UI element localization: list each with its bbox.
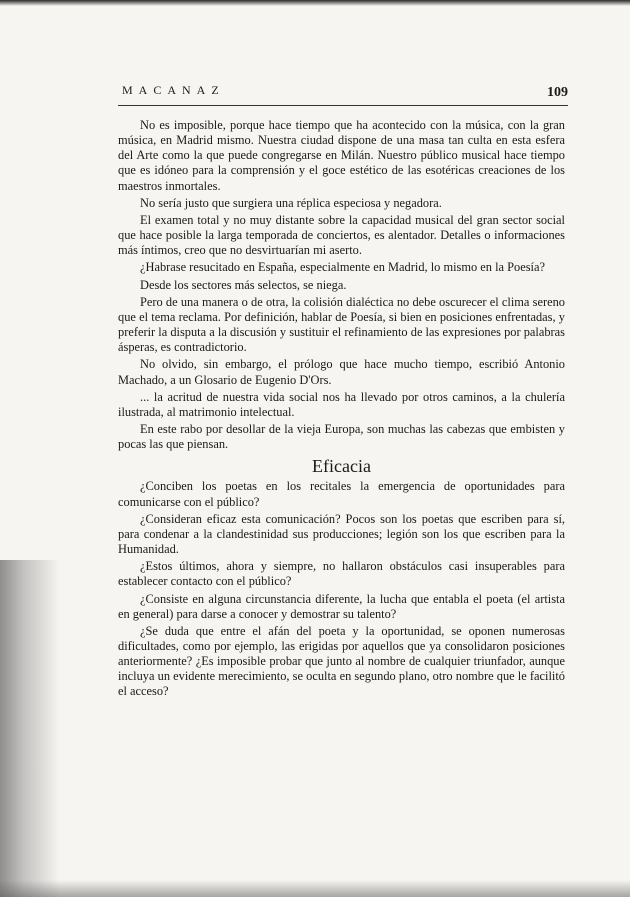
body-text	[118, 118, 565, 702]
quotation-paragraph: ... la acritud de nuestra vida social nos ha llevado por otros caminos, a la chulería ilustrada, al matrimonio intelectual.	[118, 389, 565, 419]
running-title: MACANAZ	[122, 83, 225, 97]
paragraph: No es imposible, porque hace tiempo que ha acontecido con la música, con la gran música, en Madrid mismo. Nuestra ciudad dispone de una masa tan culta en esta esfera del Arte como la que puede congregarse en Milán. Nuestro público musical hace tiempo que es idóneo para la comprensión y el goce estético de las esotéricas creaciones de los maestros inmortales.	[118, 118, 565, 193]
page-number: 109	[547, 85, 568, 100]
paragraph: Desde los sectores más selectos, se niega.	[140, 277, 347, 292]
paragraph: No olvido, sin embargo, el prólogo que hace mucho tiempo, escribió Antonio Machado, a un Glosario de Eugenio D'Ors.	[118, 357, 565, 387]
scan-left-edge-shadow	[0, 560, 60, 897]
paragraph: En este rabo por desollar de la vieja Europa, son muchas las cabezas que embisten y pocas las que piensan.	[118, 421, 565, 452]
paragraph: ¿Consideran eficaz esta comunicación? Pocos son los poetas que escriben para sí, para condenar a la clandestinidad sus producciones; legión son los que escriben para la Humanidad.	[118, 511, 565, 557]
scan-bottom-edge	[0, 880, 630, 897]
paragraph: ¿Se duda que entre el afán del poeta y la oportunidad, se oponen numerosas dificultades, como por ejemplo, las erigidas por aquellos que ya consolidaron posiciones anteriormente? ¿Es imposible probar que junto al nombre de cualquier triunfador, aunque incluya un evidente merecimiento, se oculta en segundo plano, otro nombre que le facilitó el acceso?	[118, 623, 565, 699]
section-heading: Eficacia	[312, 456, 371, 477]
paragraph: Pero de una manera o de otra, la colisión dialéctica no debe oscurecer el clima sereno que el tema reclama. Por definición, hablar de Poesía, si bien en posiciones enfrentadas, y preferir la disputa a la discusión y sustituir el refinamiento de las expresiones por palabras ásperas, es contradictorio.	[118, 294, 565, 355]
paragraph: ¿Estos últimos, ahora y siempre, no hallaron obstáculos casi insuperables para establecer contacto con el público?	[118, 559, 565, 589]
paragraph: ¿Conciben los poetas en los recitales la emergencia de oportunidades para comunicarse con el público?	[118, 479, 565, 509]
paragraph: ¿Consiste en alguna circunstancia diferente, la lucha que entabla el poeta (el artista en general) para darse a conocer y demostrar su talento?	[118, 591, 565, 621]
scan-top-edge	[0, 0, 630, 6]
paragraph: ¿Habrase resucitado en España, especialmente en Madrid, lo mismo en la Poesía?	[140, 260, 545, 275]
paragraph: El examen total y no muy distante sobre la capacidad musical del gran sector social que hace posible la larga temporada de conciertos, es alentador. Detalles o informaciones más íntimos, creo que no desvirtuarían mi aserto.	[118, 212, 565, 258]
paragraph: No sería justo que surgiera una réplica especiosa y negadora.	[140, 195, 442, 210]
header-rule	[118, 105, 568, 106]
